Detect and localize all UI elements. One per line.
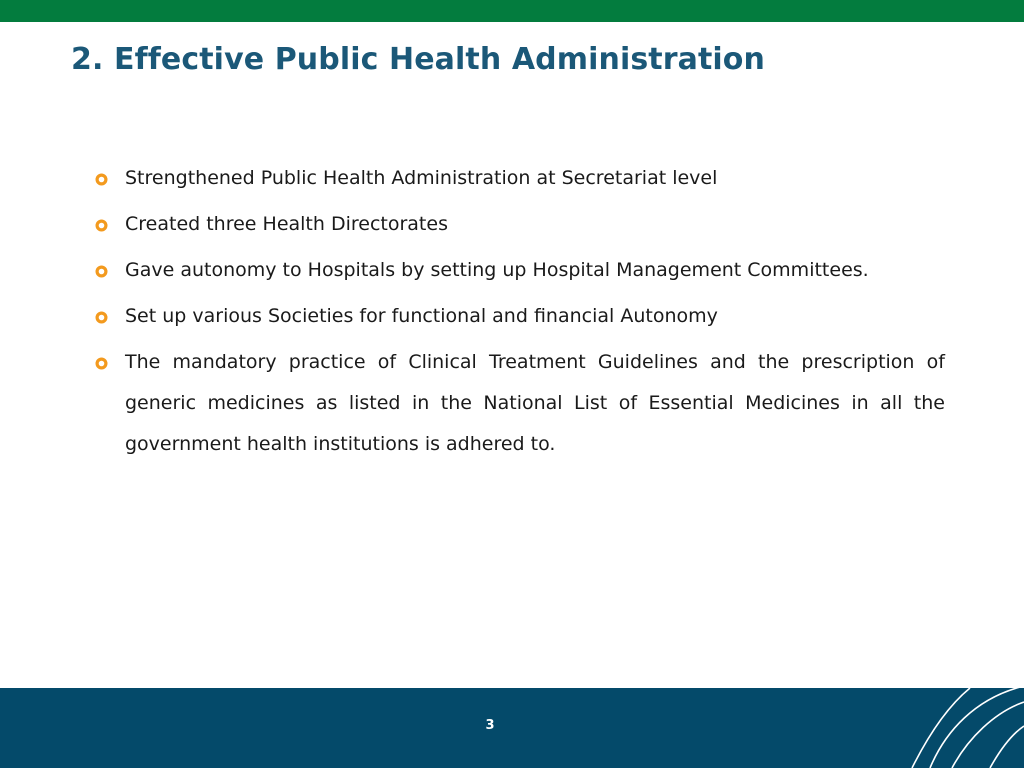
ring-bullet-icon (95, 311, 108, 324)
slide-title: 2. Effective Public Health Administration (71, 42, 765, 77)
footer-bar (0, 688, 1024, 768)
bullet-item (93, 342, 945, 465)
bullet-text: Set up various Societies for functional and financial Autonomy (125, 305, 718, 327)
ring-bullet-icon (95, 173, 108, 186)
bullet-item (93, 250, 945, 291)
bullet-list (93, 158, 945, 470)
page-number: 3 (485, 718, 495, 733)
bullet-text: The mandatory practice of Clinical Treatment Guidelines and the prescription of generic medicines as listed in the National List of Essential Medicines in all the government health institutions is adhered to. (125, 351, 945, 455)
bullet-item (93, 204, 945, 245)
ring-bullet-icon (95, 219, 108, 232)
bullet-item (93, 296, 945, 337)
ring-bullet-icon (95, 265, 108, 278)
ring-bullet-icon (95, 357, 108, 370)
bullet-text: Created three Health Directorates (125, 213, 448, 235)
bullet-text: Gave autonomy to Hospitals by setting up Hospital Management Committees. (125, 259, 869, 281)
swoosh-decoration-icon (890, 688, 1024, 768)
bullet-text: Strengthened Public Health Administration at Secretariat level (125, 167, 718, 189)
bullet-item (93, 158, 945, 199)
top-accent-bar (0, 0, 1024, 22)
